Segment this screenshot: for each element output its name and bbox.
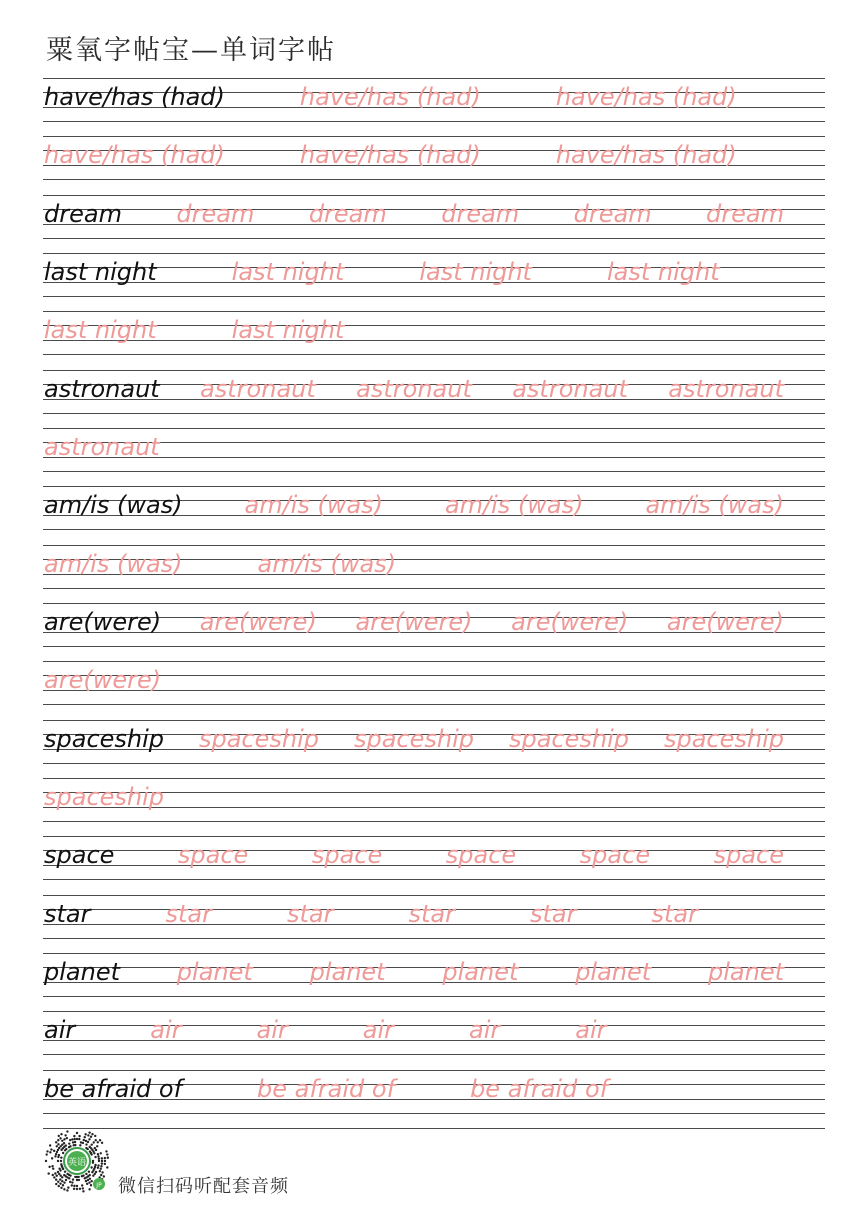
qr-badge-label: 英语: [67, 1158, 87, 1168]
qr-dot: [64, 1171, 66, 1173]
qr-dot: [76, 1185, 78, 1187]
ruling-line: [43, 471, 825, 472]
ruling-line: [43, 661, 825, 662]
practice-row: [43, 836, 825, 894]
qr-dot: [91, 1143, 93, 1145]
ruling-line: [43, 865, 825, 866]
qr-dot: [99, 1170, 101, 1172]
qr-dot: [98, 1158, 100, 1160]
qr-dot: [90, 1136, 92, 1138]
qr-dot: [54, 1155, 56, 1157]
qr-dot: [94, 1156, 96, 1158]
qr-dot: [87, 1141, 89, 1143]
qr-dot: [76, 1188, 78, 1190]
practice-row: [43, 428, 825, 486]
qr-dot: [86, 1183, 88, 1185]
trace-word: be afraid of: [257, 1074, 396, 1103]
qr-dot: [106, 1153, 108, 1155]
qr-dot: [96, 1145, 98, 1147]
ruling-line: [43, 603, 825, 604]
trace-word: planet: [309, 957, 386, 986]
qr-dot: [62, 1184, 64, 1186]
qr-dot: [60, 1156, 62, 1158]
qr-dot: [59, 1137, 61, 1139]
qr-dot: [74, 1144, 76, 1146]
trace-word: space: [579, 841, 651, 870]
trace-word: astronaut: [200, 374, 316, 403]
qr-dot: [98, 1160, 100, 1162]
ruling-line: [43, 879, 825, 880]
trace-word: am/is (was): [444, 491, 584, 520]
qr-dot: [55, 1141, 57, 1143]
qr-dot: [100, 1152, 102, 1154]
qr-dot: [53, 1150, 55, 1152]
trace-word: star: [530, 899, 577, 928]
ruling-line: [43, 1070, 825, 1071]
qr-dot: [59, 1182, 61, 1184]
model-word: dream: [44, 199, 122, 228]
ruling-line: [43, 486, 825, 487]
qr-dot: [53, 1176, 55, 1178]
qr-dot: [88, 1171, 90, 1173]
qr-dot: [91, 1171, 93, 1173]
scan-instruction: 微信扫码听配套音频: [118, 1176, 289, 1197]
qr-dot: [48, 1166, 50, 1168]
model-word: air: [44, 1016, 76, 1045]
qr-dot: [95, 1139, 97, 1141]
qr-dot: [85, 1173, 87, 1175]
ruling-line: [43, 296, 825, 297]
qr-corner-label: JP: [96, 1182, 102, 1189]
qr-dot: [49, 1151, 51, 1153]
qr-dot: [57, 1143, 59, 1145]
trace-word: be afraid of: [470, 1074, 609, 1103]
qr-dot: [54, 1172, 56, 1174]
qr-dot: [83, 1139, 85, 1141]
trace-word: air: [150, 1016, 182, 1045]
qr-dot: [101, 1160, 103, 1162]
qr-dot: [56, 1151, 58, 1153]
practice-row: [43, 545, 825, 603]
model-word: spaceship: [44, 724, 165, 753]
ruling-line: [43, 121, 825, 122]
page-title: 粟氧字帖宝—单词字帖: [46, 35, 336, 66]
qr-dot: [52, 1174, 54, 1176]
qr-dot: [81, 1184, 83, 1186]
practice-row: [43, 661, 825, 719]
qr-dot: [90, 1184, 92, 1186]
qr-dot: [76, 1179, 78, 1181]
qr-dot: [50, 1148, 52, 1150]
qr-dot: [60, 1187, 62, 1189]
qr-dot: [87, 1148, 89, 1150]
practice-row: [43, 370, 825, 428]
qr-dot: [51, 1157, 53, 1159]
ruling-line: [43, 588, 825, 589]
trace-word: last night: [606, 257, 720, 286]
qr-dot: [67, 1186, 69, 1188]
qr-dot: [73, 1135, 75, 1137]
practice-row: [43, 1070, 825, 1128]
model-word: last night: [44, 257, 157, 286]
qr-dot: [63, 1181, 65, 1183]
qr-dot: [57, 1160, 59, 1162]
qr-dot: [101, 1162, 103, 1164]
qr-dot: [84, 1177, 86, 1179]
ruling-line: [43, 1011, 825, 1012]
trace-word: last night: [231, 316, 345, 345]
qr-dot: [74, 1141, 76, 1143]
qr-dot: [69, 1145, 71, 1147]
qr-dot: [82, 1142, 84, 1144]
trace-word: dream: [441, 199, 520, 228]
trace-word: planet: [442, 957, 519, 986]
trace-word: am/is (was): [645, 491, 784, 520]
qr-dot: [63, 1142, 65, 1144]
qr-dot: [74, 1176, 76, 1178]
qr-dot: [71, 1181, 73, 1183]
qr-dot: [101, 1171, 103, 1173]
qr-dot: [76, 1132, 78, 1134]
ruling-line: [43, 836, 825, 837]
trace-word: spaceship: [353, 724, 475, 753]
qr-dot: [76, 1138, 78, 1140]
trace-word: last night: [419, 257, 532, 286]
qr-dot: [69, 1181, 71, 1183]
trace-word: space: [311, 841, 383, 870]
qr-dot: [79, 1144, 81, 1146]
qr-dot: [97, 1141, 99, 1143]
ruling-line: [43, 354, 825, 355]
qr-dot: [60, 1133, 62, 1135]
ruling-line: [43, 545, 825, 546]
trace-word: space: [713, 841, 784, 870]
ruling-line: [43, 704, 825, 705]
ruling-line: [43, 340, 825, 341]
qr-dot: [91, 1133, 93, 1135]
qr-dot: [58, 1135, 60, 1137]
qr-dot: [47, 1172, 49, 1174]
ruling-line: [43, 1113, 825, 1114]
qr-dot: [87, 1179, 89, 1181]
qr-dot: [105, 1150, 107, 1152]
qr-dot: [68, 1142, 70, 1144]
practice-row: [43, 778, 825, 836]
trace-word: air: [575, 1016, 607, 1045]
qr-dot: [82, 1187, 84, 1189]
qr-dot: [104, 1163, 106, 1165]
ruling-line: [43, 253, 825, 254]
qr-dot: [45, 1153, 47, 1155]
qr-dot: [57, 1171, 59, 1173]
qr-dot: [61, 1140, 63, 1142]
trace-word: spaceship: [508, 724, 629, 753]
qr-dot: [64, 1134, 66, 1136]
ruling-line: [43, 136, 825, 137]
ruling-line: [43, 325, 825, 326]
trace-word: planet: [176, 957, 253, 986]
practice-row: [43, 486, 825, 544]
ruling-line: [43, 370, 825, 371]
trace-word: astronaut: [668, 374, 784, 403]
qr-dot: [88, 1188, 90, 1190]
trace-word: space: [177, 841, 249, 870]
model-word: space: [44, 841, 115, 870]
trace-word: are(were): [199, 607, 317, 636]
ruling-line: [43, 428, 825, 429]
ruling-line: [43, 763, 825, 764]
practice-row: [43, 895, 825, 953]
qr-dot: [104, 1157, 106, 1159]
ruling-line: [43, 413, 825, 414]
trace-word: am/is (was): [257, 549, 397, 578]
trace-word: dream: [308, 199, 387, 228]
qr-dot: [88, 1131, 90, 1133]
qr-code-icon[interactable]: [42, 1126, 112, 1196]
trace-word: star: [165, 899, 212, 928]
qr-dot: [71, 1184, 73, 1186]
qr-dot: [71, 1138, 73, 1140]
trace-word: planet: [575, 957, 652, 986]
qr-dot: [60, 1163, 62, 1165]
qr-dot: [78, 1138, 80, 1140]
trace-word: have/has (had): [555, 141, 737, 170]
qr-dot: [57, 1139, 59, 1141]
footer: [42, 1126, 442, 1198]
qr-dot: [58, 1154, 60, 1156]
trace-word: air: [362, 1016, 394, 1045]
practice-row: [43, 253, 825, 311]
model-word: planet: [44, 957, 120, 986]
trace-word: dream: [706, 199, 784, 228]
ruling-line: [43, 646, 825, 647]
qr-dot: [79, 1188, 81, 1190]
ruling-line: [43, 938, 825, 939]
model-word: are(were): [44, 607, 162, 636]
qr-dot: [66, 1189, 68, 1191]
trace-word: have/has (had): [299, 141, 481, 170]
trace-word: last night: [44, 316, 157, 345]
qr-dot: [92, 1175, 94, 1177]
trace-word: dream: [573, 199, 652, 228]
qr-dot: [58, 1185, 60, 1187]
practice-row: [43, 311, 825, 369]
trace-word: spaceship: [663, 724, 784, 753]
ruling-line: [43, 778, 825, 779]
ruling-line: [43, 529, 825, 530]
practice-row: [43, 1011, 825, 1069]
qr-dot: [101, 1142, 103, 1144]
qr-dot: [100, 1165, 102, 1167]
ruling-line: [43, 457, 825, 458]
trace-word: are(were): [44, 666, 162, 695]
qr-dot: [74, 1138, 76, 1140]
qr-dot: [61, 1180, 63, 1182]
model-word: be afraid of: [44, 1074, 183, 1103]
ruling-line: [43, 720, 825, 721]
trace-word: astronaut: [512, 374, 628, 403]
qr-dot: [100, 1168, 102, 1170]
qr-dot: [97, 1164, 99, 1166]
qr-dot: [60, 1160, 62, 1162]
qr-dot: [63, 1188, 65, 1190]
trace-word: star: [651, 899, 698, 928]
qr-dot: [87, 1134, 89, 1136]
qr-dot: [90, 1153, 92, 1155]
ruling-line: [43, 996, 825, 997]
qr-dot: [63, 1138, 65, 1140]
qr-dot: [59, 1178, 61, 1180]
trace-word: spaceship: [44, 782, 165, 811]
trace-word: are(were): [355, 607, 473, 636]
qr-dot: [82, 1190, 84, 1192]
trace-word: space: [445, 841, 517, 870]
ruling-line: [43, 78, 825, 79]
ruling-line: [43, 1054, 825, 1055]
trace-word: are(were): [511, 607, 629, 636]
trace-word: air: [256, 1016, 288, 1045]
qr-dot: [55, 1183, 57, 1185]
qr-dot: [66, 1130, 68, 1132]
practice-row: [43, 603, 825, 661]
qr-dot: [55, 1179, 57, 1181]
trace-word: am/is (was): [244, 491, 384, 520]
qr-dot: [107, 1157, 109, 1159]
qr-dot: [46, 1150, 48, 1152]
qr-dot: [84, 1136, 86, 1138]
ruling-line: [43, 895, 825, 896]
qr-dot: [99, 1139, 101, 1141]
qr-dot: [66, 1173, 68, 1175]
qr-dot: [104, 1160, 106, 1162]
trace-word: star: [287, 899, 334, 928]
qr-dot: [84, 1133, 86, 1135]
trace-word: astronaut: [356, 374, 472, 403]
qr-dot: [103, 1175, 105, 1177]
qr-dot: [93, 1152, 95, 1154]
trace-word: have/has (had): [299, 83, 481, 111]
qr-dot: [88, 1138, 90, 1140]
qr-dot: [88, 1181, 90, 1183]
qr-dot: [85, 1180, 87, 1182]
qr-dot: [95, 1149, 97, 1151]
trace-word: last night: [231, 257, 345, 286]
ruling-line: [43, 850, 825, 851]
trace-word: have/has (had): [44, 141, 225, 170]
qr-dot: [58, 1168, 60, 1170]
qr-dot: [65, 1144, 67, 1146]
qr-dot: [51, 1165, 53, 1167]
trace-word: are(were): [666, 607, 784, 636]
qr-dot: [78, 1135, 80, 1137]
qr-dot: [97, 1167, 99, 1169]
qr-dot: [52, 1168, 54, 1170]
qr-dot: [57, 1181, 59, 1183]
qr-dot: [56, 1145, 58, 1147]
qr-dot: [65, 1179, 67, 1181]
copybook-sheet: [43, 78, 825, 1128]
trace-word: spaceship: [198, 724, 320, 753]
qr-dot: [92, 1161, 94, 1163]
practice-row: [43, 78, 825, 136]
qr-dot: [73, 1185, 75, 1187]
qr-dot: [69, 1139, 71, 1141]
trace-word: astronaut: [44, 432, 160, 461]
trace-word: star: [408, 899, 455, 928]
practice-row: [43, 720, 825, 778]
ruling-line: [43, 238, 825, 239]
qr-dot: [101, 1157, 103, 1159]
model-word: astronaut: [44, 374, 160, 403]
qr-dot: [55, 1153, 57, 1155]
qr-dot: [85, 1143, 87, 1145]
trace-word: dream: [176, 199, 255, 228]
practice-row: [43, 136, 825, 194]
trace-word: have/has (had): [555, 83, 737, 111]
qr-dot: [63, 1174, 65, 1176]
qr-dot: [65, 1148, 67, 1150]
qr-dot: [73, 1188, 75, 1190]
ruling-line: [43, 442, 825, 443]
qr-dot: [97, 1155, 99, 1157]
ruling-line: [43, 821, 825, 822]
qr-dot: [56, 1174, 58, 1176]
qr-dot: [81, 1175, 83, 1177]
model-word: have/has (had): [44, 83, 225, 111]
qr-dot: [45, 1160, 47, 1162]
ruling-line: [43, 179, 825, 180]
qr-dot: [94, 1135, 96, 1137]
ruling-line: [43, 311, 825, 312]
ruling-line: [43, 953, 825, 954]
qr-dot: [100, 1174, 102, 1176]
trace-word: planet: [708, 957, 784, 986]
qr-dot: [97, 1153, 99, 1155]
trace-word: air: [469, 1016, 501, 1045]
qr-dot: [72, 1178, 74, 1180]
ruling-line: [43, 195, 825, 196]
qr-dot: [90, 1180, 92, 1182]
qr-dot: [93, 1141, 95, 1143]
qr-dot: [49, 1144, 51, 1146]
practice-row: [43, 195, 825, 253]
qr-dot: [90, 1166, 92, 1168]
model-word: star: [44, 899, 91, 928]
qr-dot: [66, 1137, 68, 1139]
practice-row: [43, 953, 825, 1011]
qr-dot: [85, 1140, 87, 1142]
model-word: am/is (was): [44, 491, 183, 520]
qr-dot: [62, 1152, 64, 1154]
trace-word: am/is (was): [44, 549, 183, 578]
qr-dot: [106, 1166, 108, 1168]
